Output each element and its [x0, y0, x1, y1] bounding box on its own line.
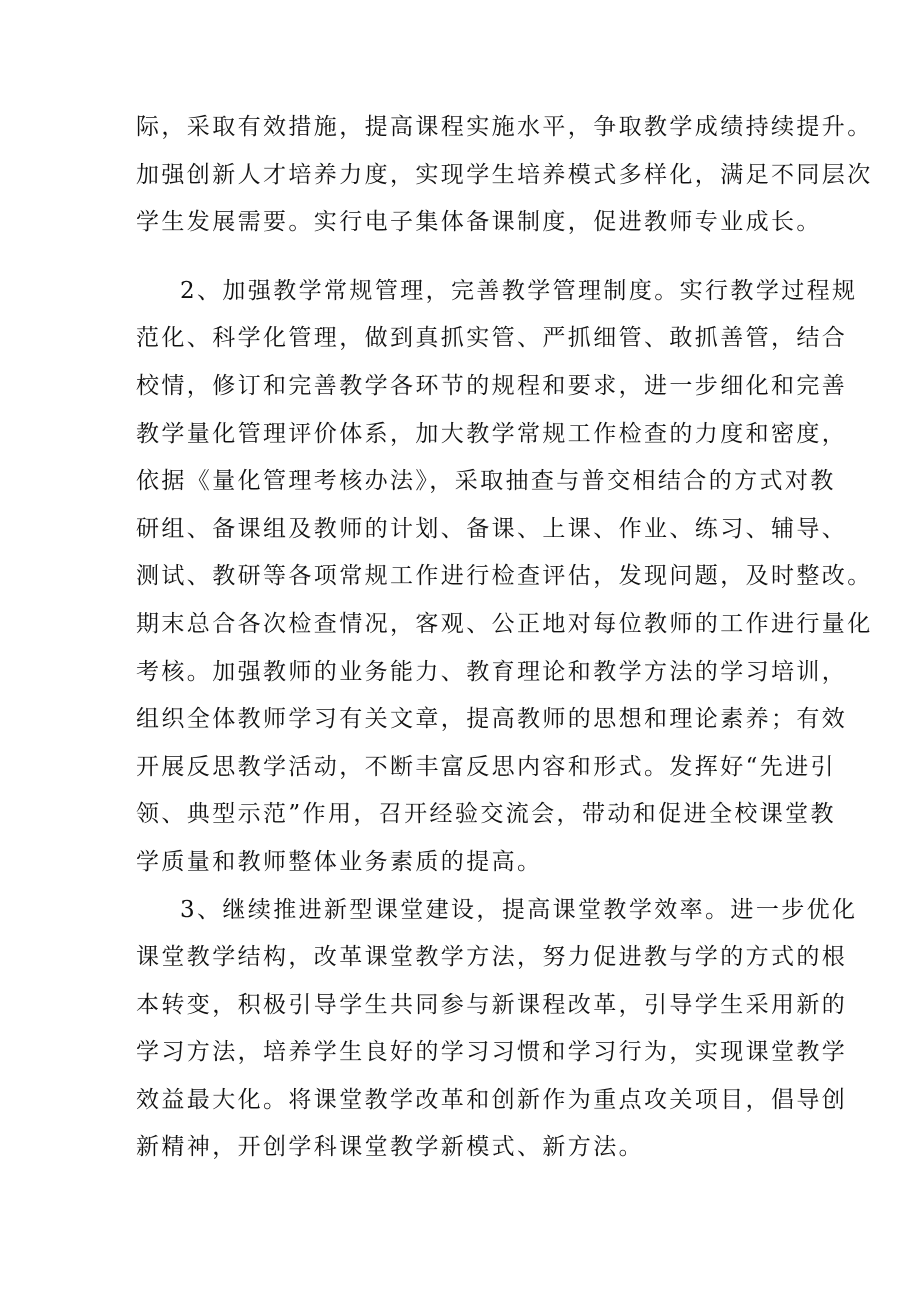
paragraph-line: 考核。加强教师的业务能力、教育理论和教学方法的学习培训，: [136, 658, 848, 685]
paragraph-line: 学习方法，培养学生良好的学习习惯和学习行为，实现课堂教学: [136, 1039, 848, 1066]
paragraph-line: 际，采取有效措施，提高课程实施水平，争取教学成绩持续提升。: [136, 114, 873, 140]
paragraph-line: 加强创新人才培养力度，实现学生培养模式多样化，满足不同层次: [136, 161, 873, 188]
paragraph-line: 教学量化管理评价体系，加大教学常规工作检查的力度和密度，: [136, 420, 848, 447]
paragraph-line: 研组、备课组及教师的计划、备课、上课、作业、练习、辅导、: [136, 515, 848, 542]
paragraph-line: 学质量和教师整体业务素质的提高。: [136, 848, 543, 875]
paragraph-line: 学生发展需要。实行电子集体备课制度，促进教师专业成长。: [136, 209, 822, 236]
paragraph-line: 领、典型示范”作用，召开经验交流会，带动和促进全校课堂教: [136, 801, 836, 828]
paragraph-line: 2、加强教学常规管理，完善教学管理制度。实行教学过程规: [180, 277, 858, 304]
paragraph-line: 范化、科学化管理，做到真抓实管、严抓细管、敢抓善管，结合: [136, 325, 848, 352]
paragraph-line: 3、继续推进新型课堂建设，提高课堂教学效率。进一步优化: [180, 896, 858, 923]
paragraph-line: 本转变，积极引导学生共同参与新课程改革，引导学生采用新的: [136, 991, 848, 1018]
paragraph-1: [136, 104, 873, 247]
paragraph-line: 效益最大化。将课堂教学改革和创新作为重点攻关项目，倡导创: [136, 1086, 848, 1113]
paragraph-spacer: [136, 247, 796, 268]
paragraph-2: [136, 268, 873, 887]
paragraph-line: 期末总合各次检查情况，客观、公正地对每位教师的工作进行量化: [136, 610, 873, 637]
paragraph-line: 开展反思教学活动，不断丰富反思内容和形式。发挥好“先进引: [136, 753, 836, 780]
paragraph-line: 校情，修订和完善教学各环节的规程和要求，进一步细化和完善: [136, 372, 848, 399]
paragraph-line: 课堂教学结构，改革课堂教学方法，努力促进教与学的方式的根: [136, 944, 848, 971]
paragraph-line: 依据《量化管理考核办法》，采取抽查与普交相结合的方式对教: [136, 468, 836, 495]
paragraph-3: [136, 887, 858, 1173]
paragraph-line: 组织全体教师学习有关文章，提高教师的思想和理论素养；有效: [136, 706, 848, 733]
document-body: [136, 104, 873, 1172]
paragraph-line: 测试、教研等各项常规工作进行检查评估，发现问题，及时整改。: [136, 563, 873, 590]
paragraph-line: 新精神，开创学科课堂教学新模式、新方法。: [136, 1134, 644, 1161]
